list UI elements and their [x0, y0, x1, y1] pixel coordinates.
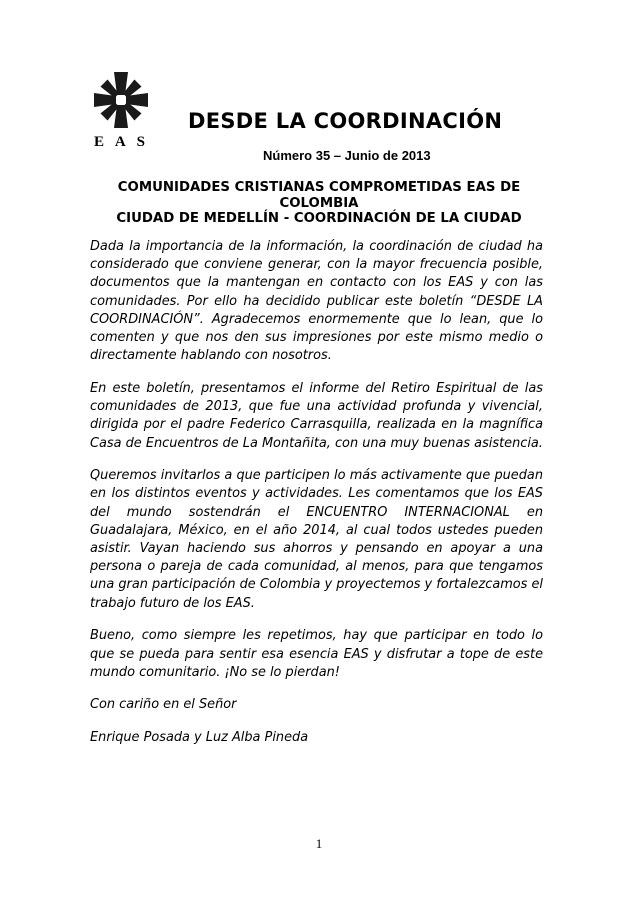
eas-cross-emblem-icon — [92, 70, 150, 134]
logo-text: E A S — [94, 134, 150, 150]
heading-city: CIUDAD DE MEDELLÍN - COORDINACIÓN DE LA CIUDAD — [116, 211, 522, 226]
letter-body — [90, 238, 543, 762]
newsletter-title: DESDE LA COORDINACIÓN — [188, 109, 503, 133]
paragraph-retreat: En este boletín, presentamos el informe del Retiro Espiritual de las comunidades de 2013, que fue una actividad profunda y vivencial, dirigida por el padre Federico Carrasquilla, realizada en la magnífica Casa de Encuentros de La Montañita, con una muy buenas asistencia. — [90, 380, 543, 451]
closing-line: Con cariño en el Señor — [90, 697, 237, 713]
paragraph-participation: Bueno, como siempre les repetimos, hay que participar en todo lo que se pueda para sentir esa esencia EAS y disfrutar a tope de este mundo comunitario. ¡No se lo pierdan! — [90, 628, 543, 680]
paragraph-invitation: Queremos invitarlos a que participen lo más activamente que puedan en los distintos eventos y actividades. Les comentamos que los EAS del mundo sostendrán el ENCUENTRO INTERNACIONAL en Guadalajara, México, en el año 2014, al cual todos ustedes pueden asistir. Vayan haciendo sus ahorros y pensando en apoyar a una persona o pareja de cada comunidad, al menos, para que tengamos una gran participación de Colombia y proyectemos y fortalezcamos el trabajo futuro de los EAS. — [90, 468, 543, 611]
heading-organization: COMUNIDADES CRISTIANAS COMPROMETIDAS EAS DE COLOMBIA — [117, 180, 521, 211]
issue-line: Número 35 – Junio de 2013 — [263, 148, 431, 163]
signature-line: Enrique Posada y Luz Alba Pineda — [90, 730, 309, 746]
paragraph-intro: Dada la importancia de la información, la coordinación de ciudad ha considerado que conviene generar, con la mayor frecuencia posible, documentos que la mantengan en contacto con los EAS y con las comunidades. Por ello ha decidido publicar este boletín “DESDE LA COORDINACIÓN”. Agradecemos enormemente que lo lean, que lo comenten y que nos den sus impresiones por este mismo medio o directamente hablando con nosotros. — [90, 239, 543, 364]
page-number: 1 — [315, 836, 323, 851]
